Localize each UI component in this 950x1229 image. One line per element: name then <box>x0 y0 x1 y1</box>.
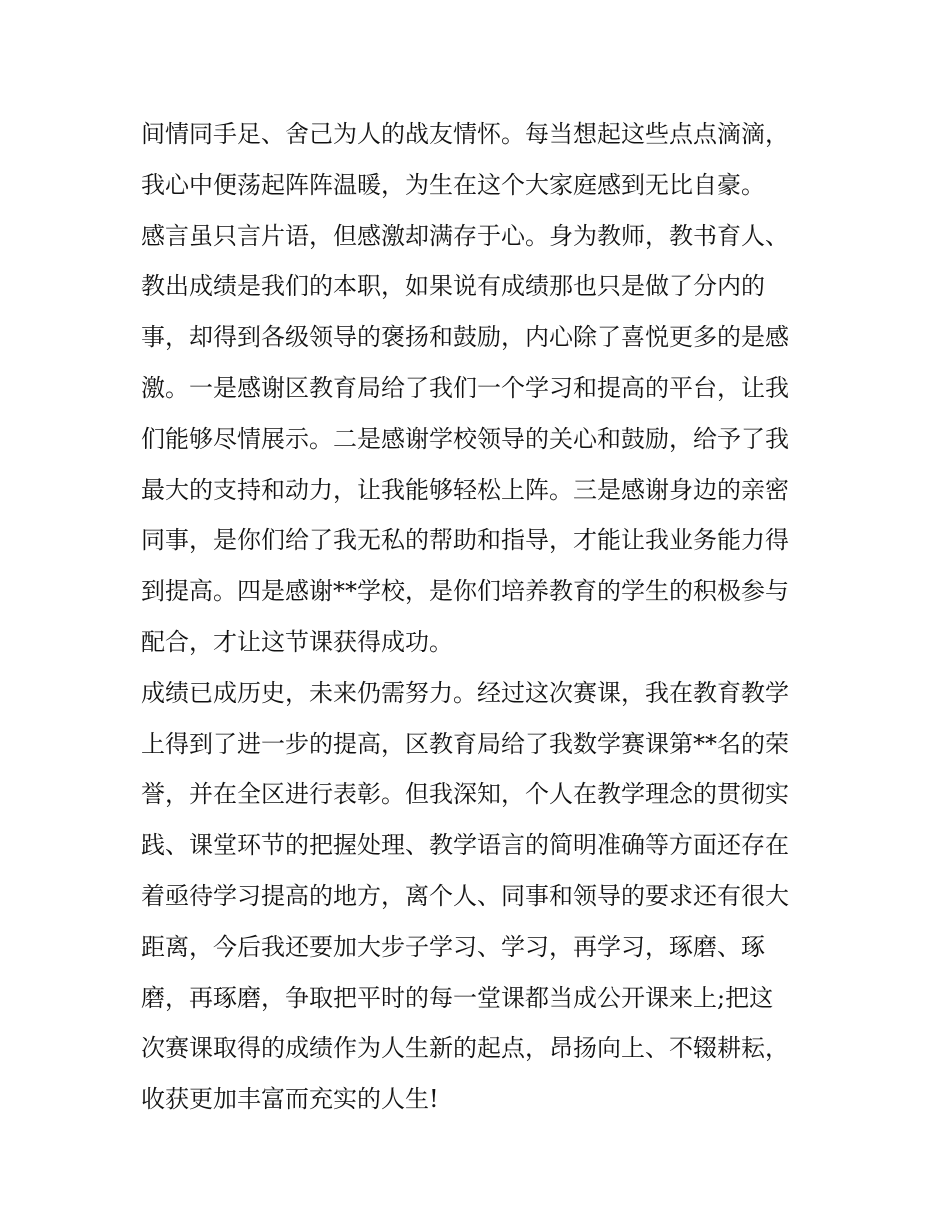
text-line: 们能够尽情展示。二是感谢学校领导的关心和鼓励，给予了我 <box>141 424 789 453</box>
text-line: 次赛课取得的成绩作为人生新的起点，昂扬向上、不辍耕耘， <box>141 1034 789 1063</box>
text-line: 激。一是感谢区教育局给了我们一个学习和提高的平台，让我 <box>141 373 789 402</box>
text-line: 成绩已成历史，未来仍需努力。经过这次赛课，我在教育教学 <box>141 678 789 707</box>
text-line: 间情同手足、舍己为人的战友情怀。每当想起这些点点滴滴， <box>141 120 789 148</box>
text-line: 事，却得到各级领导的褒扬和鼓励，内心除了喜悦更多的是感 <box>141 323 789 352</box>
body-text <box>141 109 821 1125</box>
text-line: 距离，今后我还要加大步子学习、学习，再学习，琢磨、琢 <box>141 932 765 961</box>
text-line: 感言虽只言片语，但感激却满存于心。身为教师，教书育人、 <box>141 221 789 250</box>
text-line: 教出成绩是我们的本职，如果说有成绩那也只是做了分内的 <box>141 272 765 301</box>
text-line: 誉，并在全区进行表彰。但我深知，个人在教学理念的贯彻实 <box>141 780 789 809</box>
text-line: 我心中便荡起阵阵温暖，为生在这个大家庭感到无比自豪。 <box>141 170 765 199</box>
text-line: 上得到了进一步的提高，区教育局给了我数学赛课第**名的荣 <box>141 729 789 758</box>
text-line: 到提高。四是感谢**学校，是你们培养教育的学生的积极参与 <box>141 577 789 606</box>
text-line: 着亟待学习提高的地方，离个人、同事和领导的要求还有很大 <box>141 881 789 910</box>
text-line: 最大的支持和动力，让我能够轻松上阵。三是感谢身边的亲密 <box>141 475 789 504</box>
text-line: 配合，才让这节课获得成功。 <box>141 627 453 656</box>
text-line: 磨，再琢磨，争取把平时的每一堂课都当成公开课来上;把这 <box>141 983 774 1012</box>
text-line: 收获更加丰富而充实的人生! <box>141 1085 439 1114</box>
text-line: 同事，是你们给了我无私的帮助和指导，才能让我业务能力得 <box>141 526 789 555</box>
text-line: 践、课堂环节的把握处理、教学语言的简明准确等方面还存在 <box>141 831 789 860</box>
